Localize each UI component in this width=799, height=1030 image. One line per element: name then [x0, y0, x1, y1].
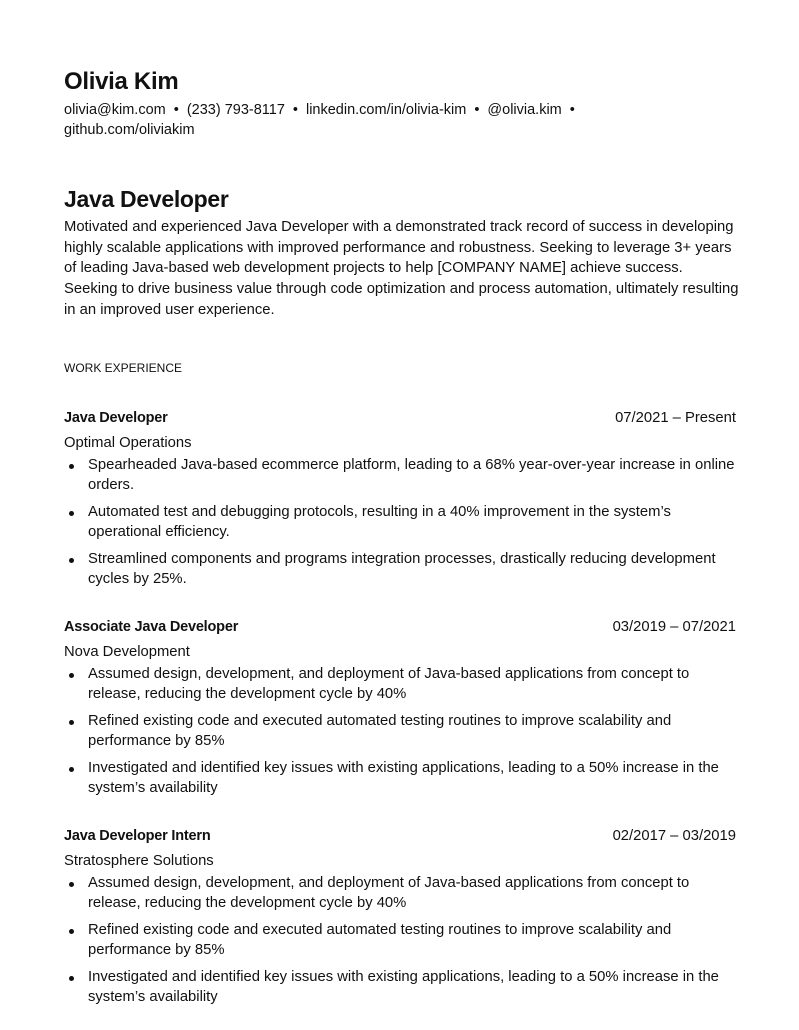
- job-bullets: [64, 456, 736, 589]
- job-dates: 07/2021 – Present: [615, 410, 736, 426]
- job-entry: [64, 619, 736, 806]
- bullet-icon: [69, 767, 74, 772]
- job-title: Java Developer Intern: [64, 828, 211, 844]
- separator-dot: •: [292, 102, 298, 118]
- bullet-item: [64, 550, 736, 589]
- bullet-text: Spearheaded Java-based ecommerce platform, leading to a 68% year-over-year increase in online orders.: [88, 457, 735, 493]
- github: github.com/oliviakim: [64, 122, 195, 138]
- profile-summary: Motivated and experienced Java Developer with a demonstrated track record of success in developing highly scalable applications with improved performance and robustness. Seeking to leverage 3+ years of leading Java-based web development projects to help [COMPANY NAME] achieve success. Seeking to drive business value through code optimization and process automation, ultimately resulting in an improved user experience.: [64, 219, 739, 318]
- bullet-text: Streamlined components and programs integration processes, drastically reducing development cycles by 25%.: [88, 551, 716, 587]
- bullet-icon: [69, 511, 74, 516]
- job-bullets: [64, 874, 736, 1007]
- bullet-item: [64, 456, 736, 495]
- company-name: Nova Development: [64, 644, 190, 660]
- bullet-item: [64, 759, 736, 798]
- phone: (233) 793-8117: [186, 102, 285, 118]
- bullet-text: Assumed design, development, and deployment of Java-based applications from concept to release, reducing the development cycle by 40%: [88, 666, 690, 702]
- job-title: Associate Java Developer: [64, 619, 239, 635]
- company-name: Optimal Operations: [64, 435, 192, 451]
- bullet-text: Assumed design, development, and deployment of Java-based applications from concept to release, reducing the development cycle by 40%: [88, 875, 690, 911]
- job-title: Java Developer: [64, 410, 168, 426]
- email: olivia@kim.com: [64, 102, 166, 118]
- linkedin: linkedin.com/in/olivia-kim: [305, 102, 467, 118]
- bullet-icon: [69, 976, 74, 981]
- job-bullets: [64, 665, 736, 798]
- bullet-text: Investigated and identified key issues with existing applications, leading to a 50% increase in the system’s availability: [88, 969, 719, 1005]
- bullet-item: [64, 665, 736, 704]
- job-entry: [64, 410, 736, 597]
- contact-line: [64, 100, 664, 140]
- bullet-icon: [69, 673, 74, 678]
- bullet-item: [64, 874, 736, 913]
- bullet-icon: [69, 558, 74, 563]
- section-title-work-experience: WORK EXPERIENCE: [64, 361, 183, 375]
- job-header: [64, 828, 736, 850]
- company-name: Stratosphere Solutions: [64, 853, 214, 869]
- bullet-icon: [69, 464, 74, 469]
- bullet-icon: [69, 720, 74, 725]
- job-dates: 02/2017 – 03/2019: [612, 828, 736, 844]
- profile-headline: Java Developer: [64, 186, 229, 212]
- bullet-icon: [69, 882, 74, 887]
- bullet-text: Refined existing code and executed automated testing routines to improve scalability and performance by 85%: [88, 713, 672, 749]
- bullet-text: Automated test and debugging protocols, resulting in a 40% improvement in the system’s operational efficiency.: [88, 504, 671, 540]
- bullet-item: [64, 503, 736, 542]
- job-entry: [64, 828, 736, 1015]
- bullet-icon: [69, 929, 74, 934]
- bullet-text: Investigated and identified key issues with existing applications, leading to a 50% increase in the system’s availability: [88, 760, 719, 796]
- bullet-text: Refined existing code and executed automated testing routines to improve scalability and performance by 85%: [88, 922, 672, 958]
- job-header: [64, 619, 736, 641]
- separator-dot: •: [173, 102, 179, 118]
- bullet-item: [64, 921, 736, 960]
- bullet-item: [64, 968, 736, 1007]
- separator-dot: •: [474, 102, 480, 118]
- job-dates: 03/2019 – 07/2021: [612, 619, 736, 635]
- separator-dot: •: [569, 102, 575, 118]
- job-header: [64, 410, 736, 432]
- social-handle: @olivia.kim: [487, 102, 562, 118]
- candidate-name: Olivia Kim: [64, 68, 179, 95]
- bullet-item: [64, 712, 736, 751]
